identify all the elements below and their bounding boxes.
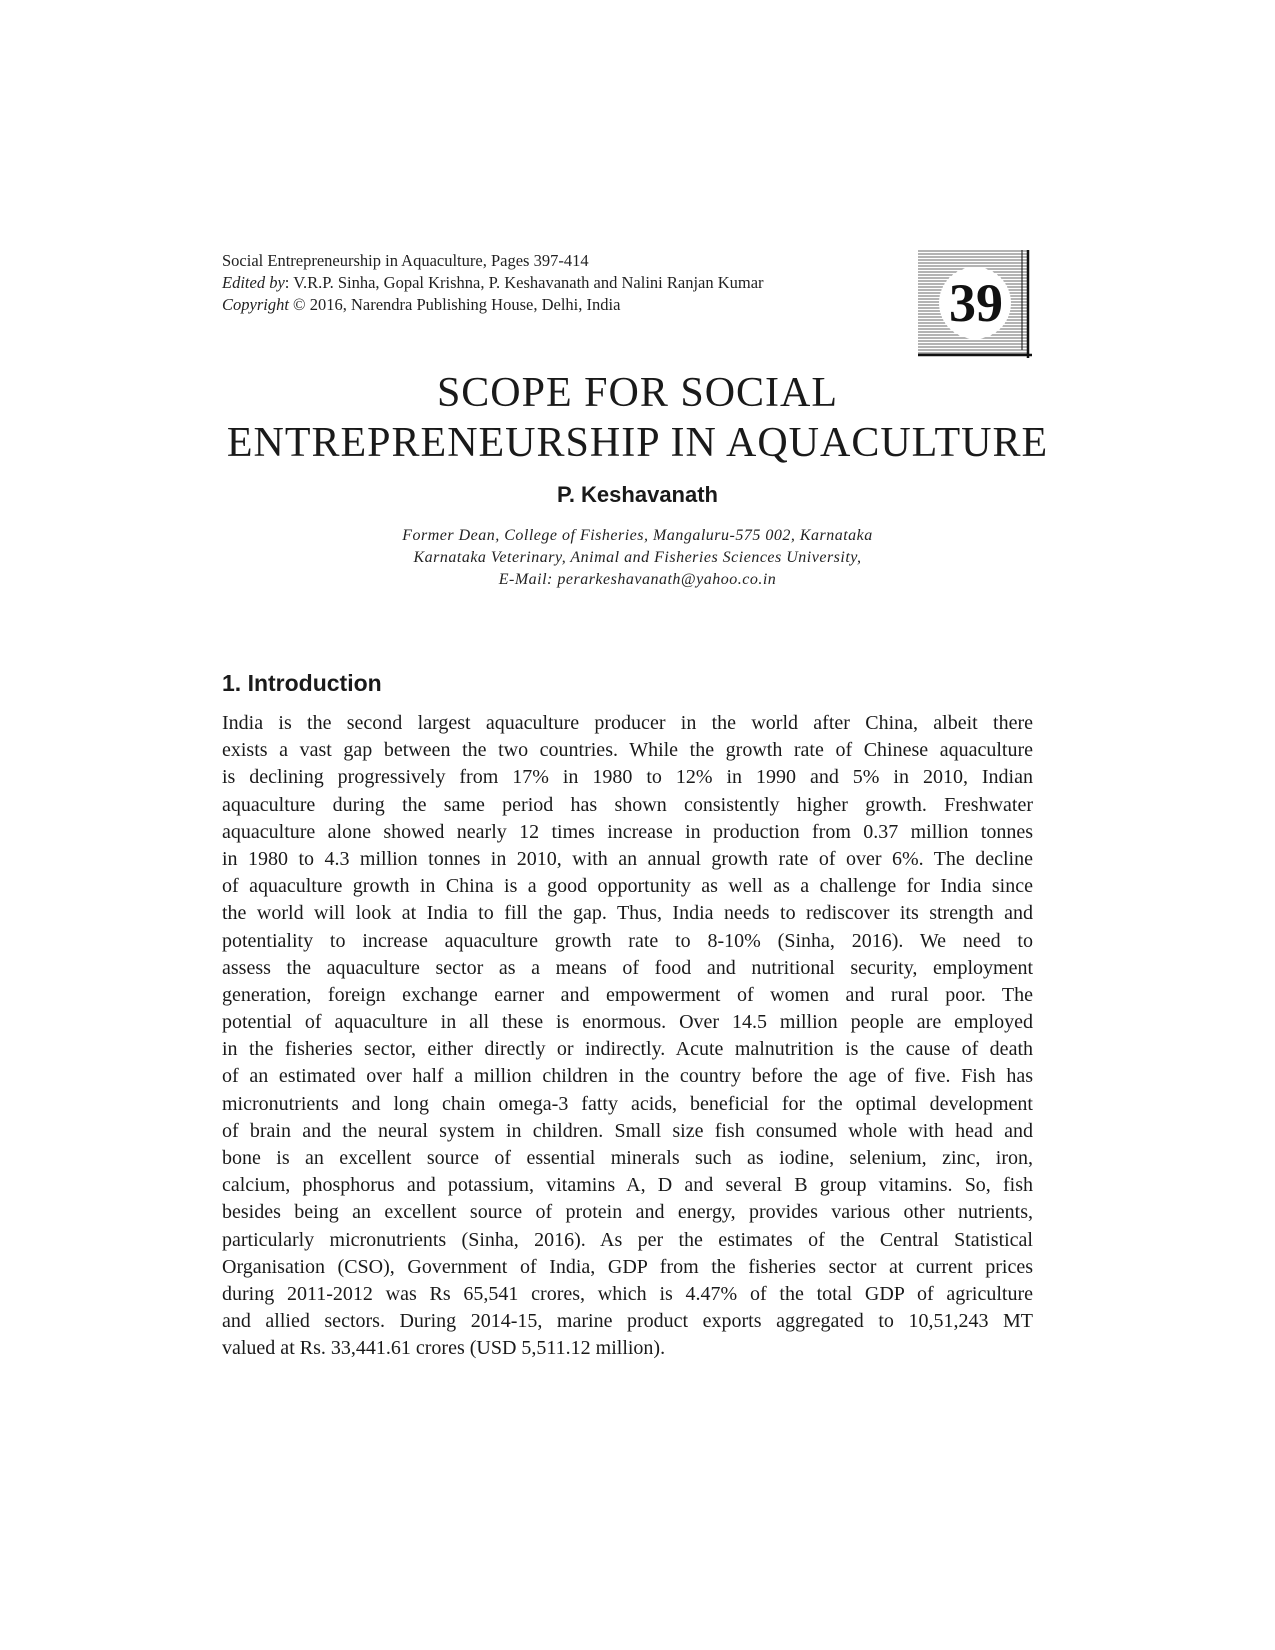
body-line: India is the second largest aquaculture producer in the world after China, albeit there [222,712,1033,734]
body-line: micronutrients and long chain omega-3 fatty acids, beneficial for the optimal development [222,1092,1033,1115]
editors-line [222,272,862,294]
copyright-line [222,294,862,316]
body-line: aquaculture alone showed nearly 12 times increase in production from 0.37 million tonnes [222,820,1033,843]
body-line: Organisation (CSO), Government of India, GDP from the fisheries sector at current prices [222,1255,1033,1278]
body-line-last: valued at Rs. 33,441.61 crores (USD 5,511.12 million). [222,1337,666,1360]
body-line: potential of aquaculture in all these is enormous. Over 14.5 million people are employed [222,1011,1033,1034]
chapter-title [0,368,1275,468]
affiliation-line: Karnataka Veterinary, Animal and Fisheries Sciences University, [413,549,862,566]
body-line: assess the aquaculture sector as a means of food and nutritional security, employment [222,956,1033,979]
author-name: P. Keshavanath [556,482,718,507]
chapter-number: 39 [949,273,1003,333]
body-line: generation, foreign exchange earner and empowerment of women and rural poor. The [222,983,1033,1006]
body-line: the world will look at India to fill the gap. Thus, India needs to rediscover its strength and [222,902,1033,925]
affiliation-email: E-Mail: perarkeshavanath@yahoo.co.in [498,571,777,588]
chapter-title-line-1: SCOPE FOR SOCIAL [436,370,839,416]
body-line: and allied sectors. During 2014-15, marine product exports aggregated to 10,51,243 MT [222,1310,1033,1333]
body-line: of brain and the neural system in children. Small size fish consumed whole with head and [222,1119,1033,1142]
body-line: exists a vast gap between the two countries. While the growth rate of Chinese aquaculture [222,739,1033,762]
chapter-title-line-2: ENTREPRENEURSHIP IN AQUACULTURE [226,420,1049,466]
copyright-text: © 2016, Narendra Publishing House, Delhi, India [288,295,621,314]
body-line: of an estimated over half a million children in the country before the age of five. Fish has [222,1065,1033,1088]
body-line: aquaculture during the same period has shown consistently higher growth. Freshwater [222,793,1033,816]
copyright-label: Copyright [222,295,289,314]
author-affiliation [0,525,1275,591]
body-line: in 1980 to 4.3 million tonnes in 2010, with an annual growth rate of over 6%. The decline [222,847,1033,870]
editors-names: : V.R.P. Sinha, Gopal Krishna, P. Keshavanath and Nalini Ranjan Kumar [284,273,764,292]
section-heading: 1. Introduction [222,670,382,696]
edited-by-label: Edited by [222,273,285,292]
chapter-number-badge [918,250,1034,360]
affiliation-line: Former Dean, College of Fisheries, Mangaluru-575 002, Karnataka [402,527,873,544]
body-line: of aquaculture growth in China is a good opportunity as well as a challenge for India since [222,875,1033,898]
section-body [222,710,1033,1363]
body-line: during 2011-2012 was Rs 65,541 crores, which is 4.47% of the total GDP of agriculture [222,1282,1033,1305]
body-line: calcium, phosphorus and potassium, vitamins A, D and several B group vitamins. So, fish [222,1174,1033,1197]
body-line: bone is an excellent source of essential minerals such as iodine, selenium, zinc, iron, [222,1147,1033,1169]
body-line: is declining progressively from 17% in 1980 to 12% in 1990 and 5% in 2010, Indian [222,766,1033,789]
body-line: potentiality to increase aquaculture growth rate to 8-10% (Sinha, 2016). We need to [222,929,1033,952]
book-pages-line: Social Entrepreneurship in Aquaculture, Pages 397-414 [222,251,589,270]
body-line: in the fisheries sector, either directly or indirectly. Acute malnutrition is the cause of death [222,1038,1033,1061]
body-line: particularly micronutrients (Sinha, 2016). As per the estimates of the Central Statistical [222,1228,1033,1251]
publication-meta [222,250,862,316]
body-line: besides being an excellent source of protein and energy, provides various other nutrients, [222,1201,1033,1224]
